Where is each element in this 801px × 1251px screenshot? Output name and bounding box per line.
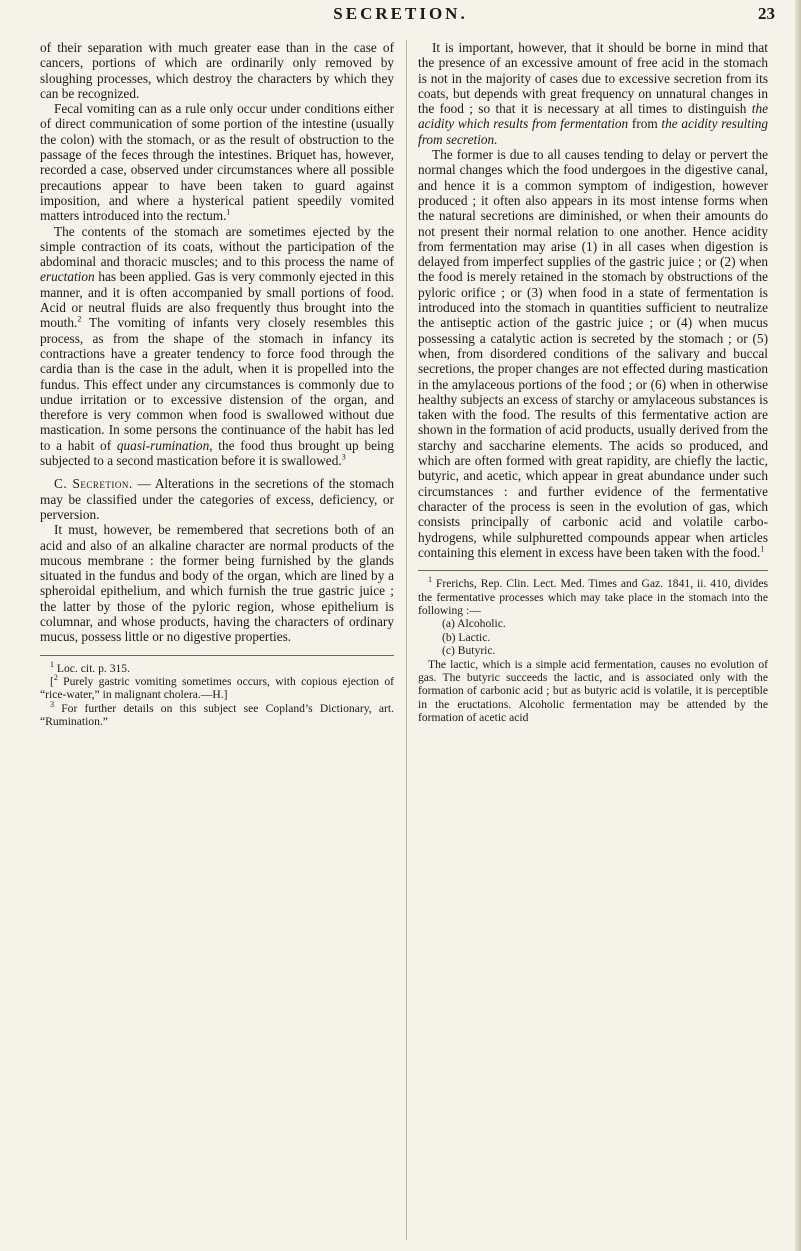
running-title: SECRETION.	[333, 4, 468, 23]
paragraph: It must, however, be remembered that secretions both of an acid and also of an alkaline character are normal products of the mucous membrane : the former being furnished by the glands situated in the fundus and body of the organ, which are lined by a spheroidal epithelium, and which furnish the true gastric juice ; the latter by those of the pyloric region, whose epithelium is columnar, and whose products, having the characters of ordinary mucus, possess little or no digestive properties.	[40, 522, 394, 645]
footnote-text: Loc. cit. p. 315.	[54, 661, 130, 675]
footnote-list-item: (c) Butyric.	[442, 644, 496, 658]
paragraph	[40, 224, 394, 469]
footnote-ref: 2	[77, 314, 82, 324]
paragraph-text: has been applied. Gas is very commonly ejected in this manner, and it is often accompanied by small portions of food. Acid or neutral fluids are also frequently thus brought into the mouth.	[40, 269, 394, 331]
paragraph	[418, 40, 768, 147]
page-number: 23	[758, 4, 775, 23]
paragraph-text: The vomiting of infants very closely resembles this process, as from the shape of the stomach in infancy its contractions have a greater tendency to force food through the cardia than is the case in the adult, when it is propelled into the fundus. This effect under any circumstances is commonly due to undue irritation or to excessive distension of the organ, and therefore is very common when food is swallowed without due mastication. In some persons the continuance of the habit has led to a habit of	[40, 315, 394, 453]
footnote-ref: 1	[760, 544, 765, 554]
footnote-divider	[40, 655, 394, 656]
italic-term: the acidity resulting from secretion.	[418, 116, 768, 147]
footnote-marker: 1	[50, 659, 54, 669]
footnote-text: For further details on this subject see Copland’s Dictionary, art. “Rumination.”	[40, 701, 394, 729]
footnote-list-item: (b) Lactic.	[442, 630, 491, 644]
column-divider	[406, 40, 407, 1240]
paragraph-text: Fecal vomiting can as a rule only occur under conditions either of direct communication of some portion of the intestine (usually the colon) with the stomach, or as the result of obstruction to the passage of the feces through the intestines. Briquet has, however, recorded a case, observed under circumstances where all possible precautions appear to have been taken to guard against imposition, and where a hysterical patient speedily vomited matters introduced into the rectum.	[40, 101, 394, 224]
footnote	[40, 699, 394, 729]
footnote-text: Frerichs, Rep. Clin. Lect. Med. Times and Gaz. 1841, ii. 410, divides the fermentative processes which may take place in the stomach into the following :—	[418, 577, 768, 617]
section-heading: C. Secretion.	[54, 476, 133, 492]
paragraph-text: It is important, however, that it should be borne in mind that the presence of an excessive amount of free acid in the stomach is not in the majority of cases due to excessive secretion from its coats, but depends with great frequency on unnatural changes in the food ; so that it is necessary at all times to distinguish	[418, 40, 768, 117]
footnotes	[418, 577, 768, 724]
paragraph-text: , the food thus brought up being subjected to a second mastication before it is swallowed.	[40, 437, 394, 469]
right-column	[418, 40, 768, 725]
page-edge	[795, 0, 801, 1251]
paragraph: of their separation with much greater ease than in the case of cancers, portions of which are ordinarily only removed by sloughing processes, which destroy the characters by which they can be recognized.	[40, 40, 394, 101]
footnote-bracket: [	[50, 674, 54, 688]
italic-term: the acidity which results from fermentation	[418, 101, 768, 132]
footnote: The lactic, which is a simple acid fermentation, causes no evolution of gas. The butyric succeeds the lactic, and is associated only with the formation of carbonic acid ; but as butyric acid is volatile, it is perceptible in the eructations. Alcoholic fermentation may be attended by the formation of acetic acid	[418, 657, 768, 725]
footnote-marker: 2	[53, 673, 58, 683]
footnote-ref: 3	[341, 452, 346, 462]
footnote-marker: 1	[428, 575, 432, 585]
footnotes	[40, 659, 394, 729]
paragraph	[40, 101, 394, 223]
paragraph	[418, 147, 768, 560]
italic-term: quasi-rumination	[116, 437, 210, 453]
italic-term: eructation	[40, 269, 95, 285]
left-column	[40, 40, 394, 729]
footnote	[418, 577, 768, 617]
footnote	[40, 675, 394, 702]
footnote-text: Purely gastric vomiting sometimes occurs, with copious ejection of “rice-water,” in malignant cholera.—H.]	[40, 674, 394, 702]
paragraph-text: from	[628, 116, 662, 132]
paragraph-text: — Alterations in the secretions of the stomach may be classified under the categories of excess, deficiency, or perversion.	[40, 476, 394, 522]
footnote-marker: 3	[50, 699, 54, 709]
paragraph-text: The former is due to all causes tending to delay or pervert the normal changes which the food undergoes in the digestive canal, and hence it is a common symptom of indigestion, however produced ; it often also appears in its most intense forms when the natural secretions are diminished, or when their amounts do not present their normal relation to one another. Hence acidity from fermentation may arise (1) in all cases when digestion is delayed from imperfect supplies of the gastric juice ; or (2) when the food is merely retained in the stomach by obstructions of the pyloric orifice ; or (3) when food in a state of fermentation is introduced into the stomach in quantities sufficient to neutralize the antiseptic action of the gastric juice ; or (4) when mucus possessing a catalytic action is secreted by the stomach ; or (5) when, from disordered conditions of the salivary and buccal secretions, the proper changes are not effected during mastication in the amylaceous portions of the food ; or (6) when in otherwise healthy subjects an excess of starchy or amylaceous substances is taken with the food. The results of this fermentative action are shown in the formation of acid products, usually derived from the starchy and saccharine elements. The acids so produced, and which are often formed with great rapidity, are chiefly the lactic, butyric, and acetic, which appear in great abundance under such circumstances : and further evidence of the fermentative character of the process is seen in the evolution of gas, which consists principally of carbonic acid and volatile carbo-hydrogens, while sulphuretted compounds appear when articles containing this element in excess have been taken with the food.	[418, 147, 768, 560]
footnote-ref: 1	[226, 207, 231, 217]
running-head	[0, 0, 801, 36]
footnote	[40, 659, 394, 675]
section-paragraph	[40, 476, 394, 522]
footnote-divider	[418, 570, 768, 571]
footnote-list-item: (a) Alcoholic.	[442, 617, 506, 631]
paragraph-text: The contents of the stomach are sometimes ejected by the simple contraction of its coats, without the participation of the abdominal and thoracic muscles; and to this process the name of	[40, 223, 394, 270]
